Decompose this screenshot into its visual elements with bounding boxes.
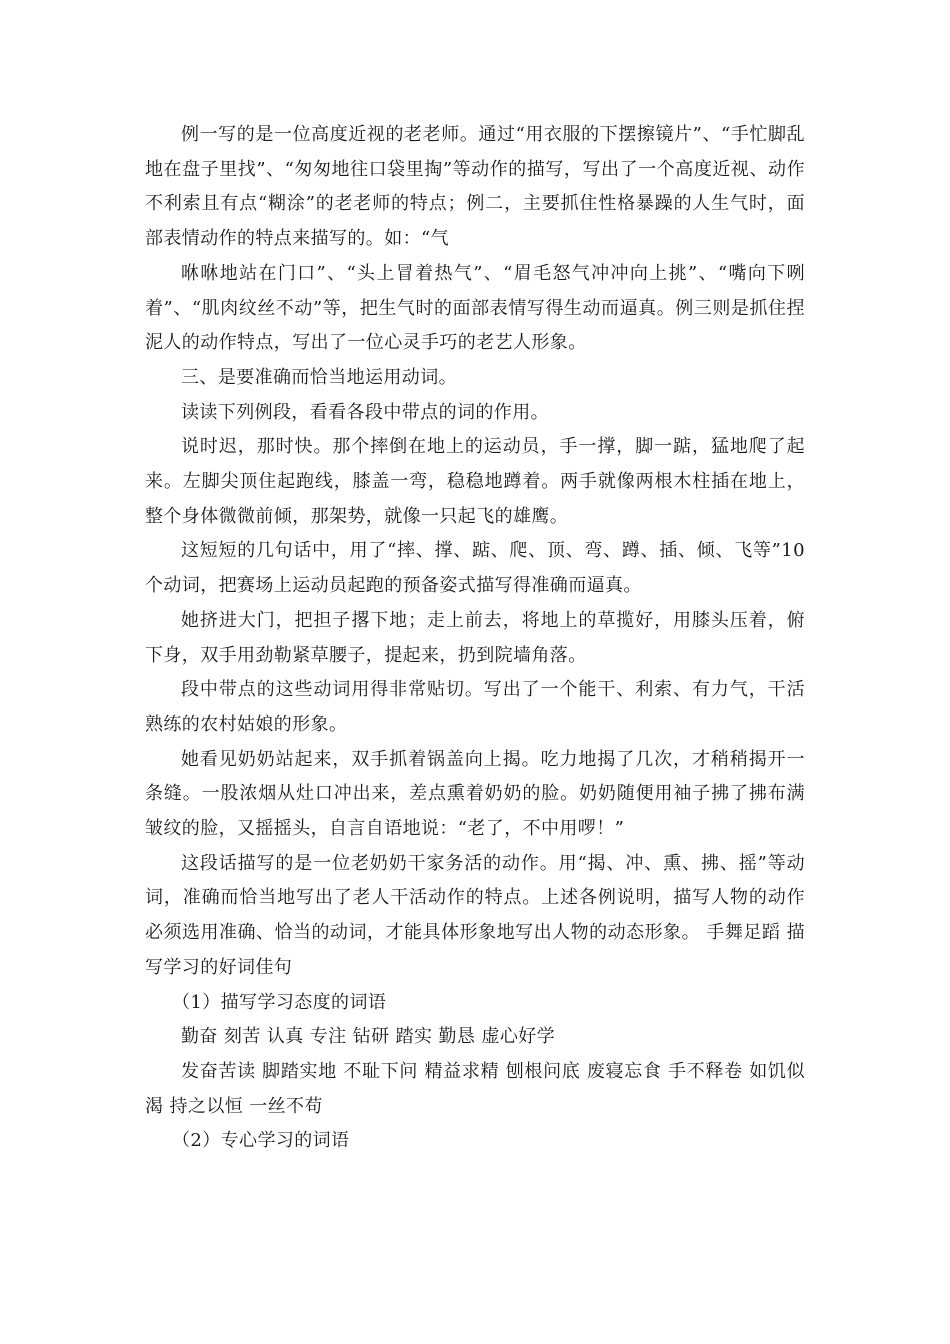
paragraph-grandma-analysis: 这段话描写的是一位老奶奶干家务活的动作。用“揭、冲、熏、拂、摇”等动词，准确而恰当地写出了老人干活动作的特点。上述各例说明，描写人物的动作必须选用准确、恰当的动词，才能具体形象地写出人物的动态形象。 手舞足蹈 描写学习的好词佳句 (145, 852, 805, 978)
paragraph-example-girl: 她挤进大门，把担子撂下地；走上前去，将地上的草揽好，用膝头压着，俯下身，双手用劲勒紧草腰子，提起来，扔到院墙角落。 (145, 609, 805, 666)
section-heading-verbs: 三、是要准确而恰当地运用动词。 (181, 366, 457, 388)
paragraph-example-grandma: 她看见奶奶站起来，双手抓着锅盖向上揭。吃力地揭了几次，才稍稍揭开一条缝。一股浓烟从灶口冲出来，差点熏着奶奶的脸。奶奶随便用袖子拂了拂布满皱纹的脸，又摇摇头，自言自语地说：“老了，不中用啰！” (145, 748, 805, 840)
paragraph-girl-analysis: 段中带点的这些动词用得非常贴切。写出了一个能干、利索、有力气，干活熟练的农村姑娘的形象。 (145, 679, 805, 735)
list-heading-focused-study: （2）专心学习的词语 (172, 1130, 350, 1152)
paragraph-instruction: 读读下列例段，看看各段中带点的词的作用。 (181, 401, 549, 423)
idiom-list-study-attitude: 发奋苦读 脚踏实地 不耻下问 精益求精 刨根问底 废寝忘食 手不释卷 如饥似渴 持之以恒 一丝不苟 (145, 1060, 805, 1117)
paragraph-example-athlete: 说时迟，那时快。那个摔倒在地上的运动员，手一撑，脚一踮，猛地爬了起来。左脚尖顶住起跑线，膝盖一弯，稳稳地蹲着。两手就像两根木柱插在地上，整个身体微微前倾，那架势，就像一只起飞的雄鹰。 (145, 436, 805, 527)
list-heading-study-attitude: （1）描写学习态度的词语 (172, 991, 387, 1013)
document-body (145, 118, 805, 1159)
paragraph-continuation: 咻咻地站在门口”、“头上冒着热气”、“眉毛怒气冲冲向上挑”、“嘴向下咧着”、“肌肉纹丝不动”等，把生气时的面部表情写得生动而逼真。例三则是抓住捏泥人的动作特点，写出了一位心灵手巧的老艺人形象。 (145, 262, 805, 354)
paragraph-example-one-analysis: 例一写的是一位高度近视的老老师。通过“用衣服的下摆擦镜片”、“手忙脚乱地在盘子里找”、“匆匆地往口袋里掏”等动作的描写，写出了一个高度近视、动作不利索且有点“糊涂”的老老师的特点；例二，主要抓住性格暴躁的人生气时，面部表情动作的特点来描写的。如：“气 (145, 124, 805, 250)
paragraph-athlete-analysis: 这短短的几句话中，用了“摔、撑、踮、爬、顶、弯、蹲、插、倾、飞等”10个动词，把赛场上运动员起跑的预备姿式描写得准确而逼真。 (145, 540, 805, 597)
word-list-study-attitude: 勤奋 刻苦 认真 专注 钻研 踏实 勤恳 虚心好学 (181, 1026, 556, 1048)
